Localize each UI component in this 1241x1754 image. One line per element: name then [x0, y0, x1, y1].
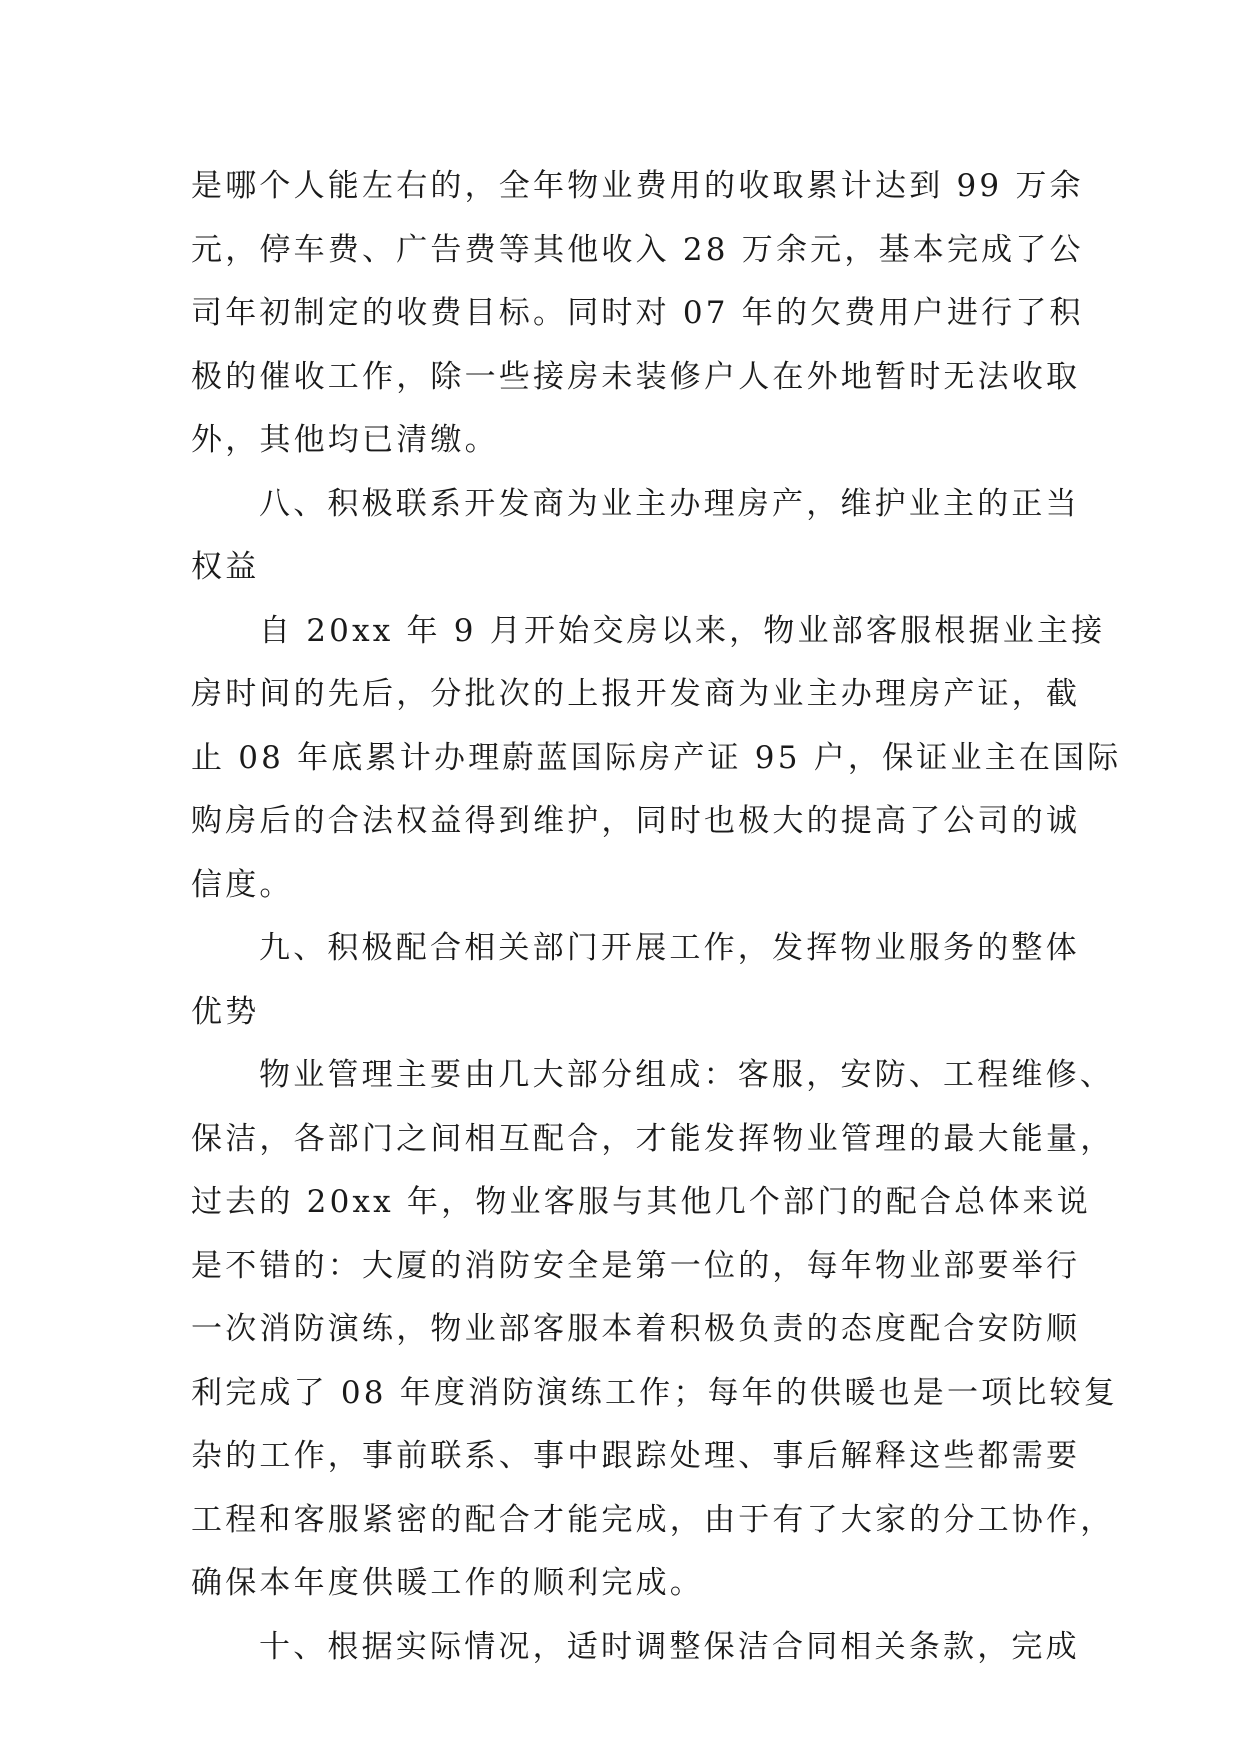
- heading-line: 八、积极联系开发商为业主办理房产，维护业主的正当: [259, 485, 1080, 522]
- body-paragraph-property-certificates: [191, 600, 1122, 918]
- heading-line: 十、根据实际情况，适时调整保洁合同相关条款，完成: [259, 1628, 1080, 1665]
- text-line: 元，停车费、广告费等其他收入 28 万余元，基本完成了公: [191, 231, 1084, 268]
- body-paragraph-department-cooperation: [191, 1044, 1118, 1616]
- text-line: 止 08 年底累计办理蔚蓝国际房产证 95 户，保证业主在国际: [191, 739, 1122, 776]
- text-line: 一次消防演练，物业部客服本着积极负责的态度配合安防顺: [191, 1311, 1081, 1347]
- text-line: 物业管理主要由几大部分组成：客服，安防、工程维修、: [259, 1057, 1114, 1093]
- text-line: 杂的工作，事前联系、事中跟踪处理、事后解释这些都需要: [191, 1438, 1081, 1474]
- text-line: 保洁，各部门之间相互配合，才能发挥物业管理的最大能量，: [191, 1120, 1115, 1157]
- text-line: 极的催收工作，除一些接房未装修户人在外地暂时无法收取: [191, 358, 1081, 395]
- text-line: 自 20xx 年 9 月开始交房以来，物业部客服根据业主接: [259, 612, 1106, 649]
- text-line: 过去的 20xx 年，物业客服与其他几个部门的配合总体来说: [191, 1184, 1091, 1220]
- heading-line: 优势: [191, 993, 260, 1030]
- text-line: 是哪个人能左右的，全年物业费用的收取累计达到 99 万余: [191, 168, 1084, 204]
- text-line: 购房后的合法权益得到维护，同时也极大的提高了公司的诚: [191, 803, 1081, 839]
- text-line: 信度。: [191, 866, 294, 903]
- heading-line: 权益: [191, 549, 260, 585]
- text-line: 房时间的先后，分批次的上报开发商为业主办理房产证，截: [191, 676, 1081, 712]
- section-heading-9: [191, 917, 1080, 1044]
- section-heading-10: [191, 1616, 1080, 1680]
- text-line: 确保本年度供暖工作的顺利完成。: [191, 1565, 704, 1601]
- document-body: [191, 155, 1122, 1679]
- text-line: 外，其他均已清缴。: [191, 422, 499, 458]
- heading-line: 九、积极配合相关部门开展工作，发挥物业服务的整体: [259, 930, 1080, 966]
- text-line: 司年初制定的收费目标。同时对 07 年的欠费用户进行了积: [191, 295, 1084, 331]
- section-heading-8: [191, 473, 1080, 600]
- text-line: 是不错的：大厦的消防安全是第一位的，每年物业部要举行: [191, 1247, 1081, 1284]
- text-line: 利完成了 08 年度消防演练工作；每年的供暖也是一项比较复: [191, 1374, 1118, 1411]
- body-paragraph-fees: [191, 155, 1084, 473]
- text-line: 工程和客服紧密的配合才能完成，由于有了大家的分工协作，: [191, 1501, 1115, 1538]
